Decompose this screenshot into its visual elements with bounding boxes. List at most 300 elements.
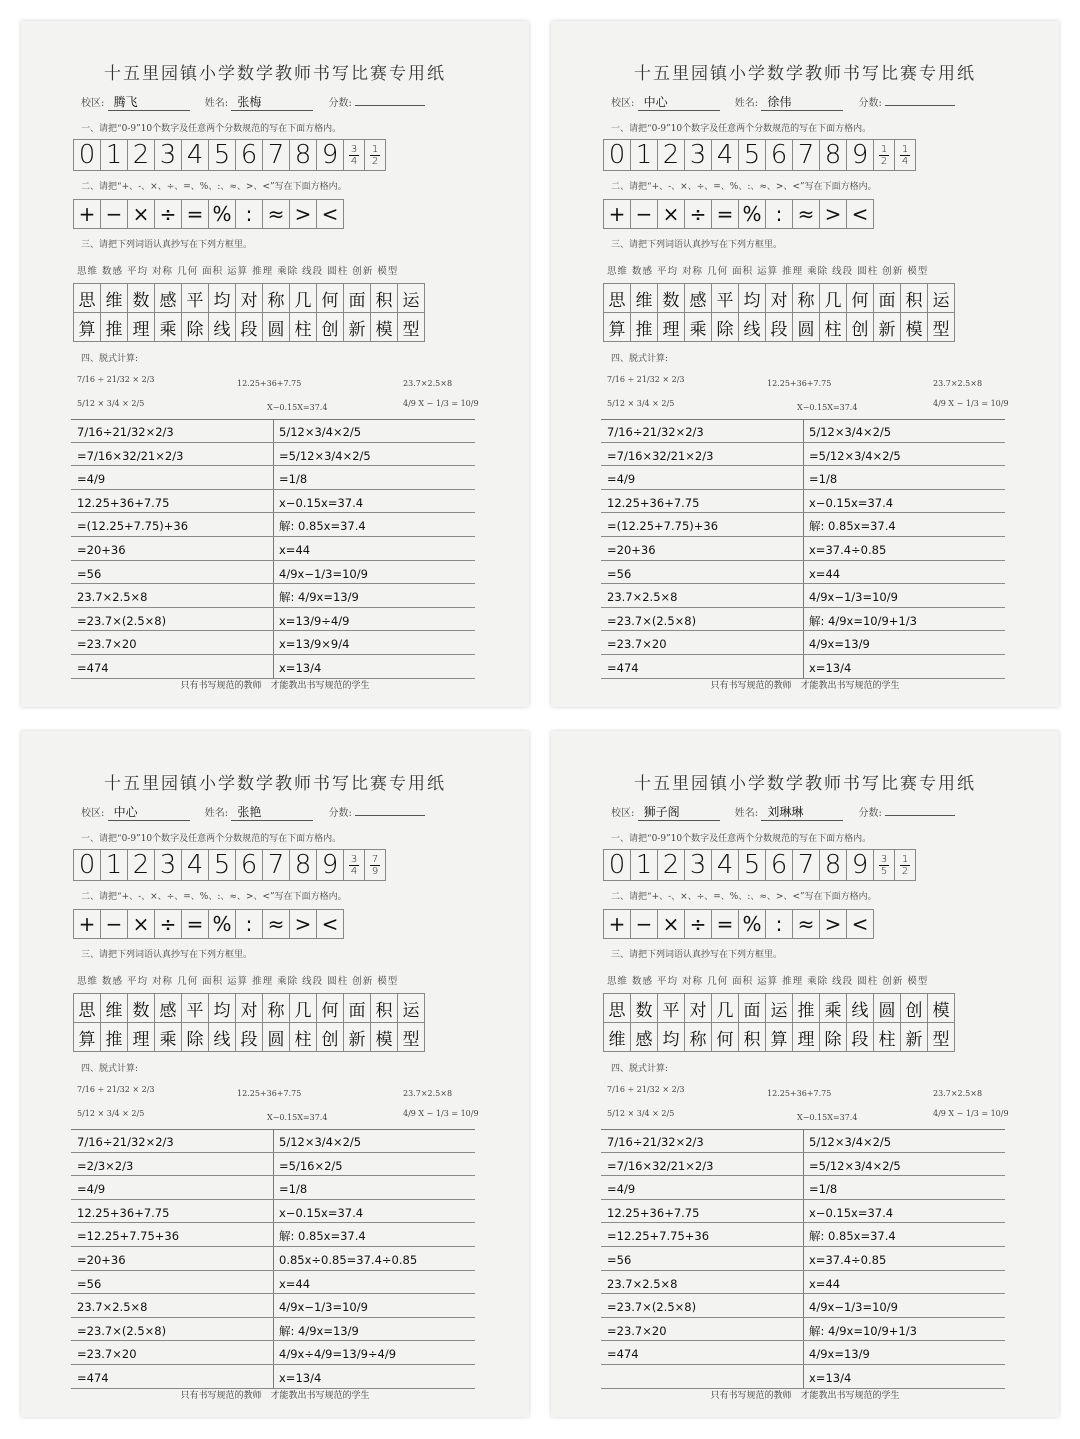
fraction-numerator: 1 bbox=[371, 143, 379, 155]
campus-value: 腾飞 bbox=[108, 93, 190, 111]
hanzi-cell: 称 bbox=[684, 1023, 711, 1052]
problem-3: 23.7×2.5×8 bbox=[933, 379, 983, 388]
work-line: =474 bbox=[71, 655, 273, 679]
work-column-left bbox=[601, 1129, 804, 1389]
problem-list bbox=[607, 1081, 1029, 1121]
hanzi-cell: 理 bbox=[127, 313, 154, 342]
symbol-cell: ÷ bbox=[154, 199, 181, 229]
work-line: 4/9x=13/9 bbox=[803, 1341, 1005, 1365]
work-line: 解: 0.85x=37.4 bbox=[273, 513, 475, 537]
digit-cell: 6 bbox=[235, 139, 262, 171]
work-line: =20+36 bbox=[71, 537, 273, 561]
hanzi-cell: 线 bbox=[846, 993, 873, 1023]
hanzi-cell: 面 bbox=[343, 993, 370, 1023]
work-line: 4/9x−1/3=10/9 bbox=[273, 1294, 475, 1318]
hanzi-cell: 积 bbox=[738, 1023, 765, 1052]
work-line: 23.7×2.5×8 bbox=[601, 584, 803, 608]
digit-cell: 4 bbox=[711, 139, 738, 171]
work-line: =23.7×20 bbox=[601, 631, 803, 655]
problem-6: 4/9 X − 1/3 = 10/9 bbox=[933, 399, 1009, 408]
sheet-footer: 只有书写规范的教师 才能教出书写规范的学生 bbox=[710, 681, 900, 691]
digit-cell: 5 bbox=[738, 849, 765, 881]
name-label: 姓名: bbox=[204, 98, 229, 109]
digit-grid bbox=[603, 849, 916, 881]
sheet-meta bbox=[611, 93, 1011, 111]
hanzi-cell: 型 bbox=[397, 313, 425, 342]
writing-sheet-2 bbox=[551, 21, 1059, 707]
campus-label: 校区: bbox=[611, 808, 635, 819]
work-area bbox=[71, 1129, 475, 1389]
digit-cell: 7 bbox=[792, 139, 819, 171]
work-line: =23.7×(2.5×8) bbox=[71, 1318, 273, 1342]
digit-cell: 0 bbox=[73, 139, 100, 171]
symbol-cell: = bbox=[181, 199, 208, 229]
question-1: 一、请把“0-9”10个数字及任意两个分数规范的写在下面方格内。 bbox=[81, 834, 342, 844]
symbol-cell: × bbox=[127, 909, 154, 939]
digit-cell: 8 bbox=[289, 849, 316, 881]
digit-cell: 1 bbox=[630, 849, 657, 881]
digit-cell: 6 bbox=[765, 139, 792, 171]
score-blank bbox=[355, 805, 425, 816]
digit-cell: 1 bbox=[100, 849, 127, 881]
digit-cell: 9 bbox=[316, 139, 343, 171]
symbol-cell: = bbox=[711, 199, 738, 229]
hanzi-cell: 平 bbox=[181, 283, 208, 313]
fraction-denominator: 2 bbox=[901, 865, 909, 877]
work-line: 12.25+36+7.75 bbox=[601, 490, 803, 514]
hanzi-cell: 称 bbox=[262, 993, 289, 1023]
hanzi-cell: 运 bbox=[765, 993, 792, 1023]
digit-cell: 4 bbox=[711, 849, 738, 881]
hanzi-cell: 模 bbox=[370, 313, 397, 342]
work-line: x=13/4 bbox=[273, 655, 475, 679]
hanzi-cell: 模 bbox=[927, 993, 955, 1023]
hanzi-cell: 段 bbox=[765, 313, 792, 342]
hanzi-cell: 平 bbox=[181, 993, 208, 1023]
digit-cell: 8 bbox=[819, 849, 846, 881]
hanzi-cell: 新 bbox=[873, 313, 900, 342]
problem-4: 5/12 × 3/4 × 2/5 bbox=[77, 1109, 145, 1118]
digit-cell: 5 bbox=[738, 139, 765, 171]
writing-sheet-1 bbox=[21, 21, 529, 707]
fraction-denominator: 2 bbox=[371, 155, 379, 167]
name-value: 张梅 bbox=[231, 93, 313, 111]
work-line: x−0.15x=37.4 bbox=[273, 490, 475, 514]
digit-cell: 6 bbox=[765, 849, 792, 881]
hanzi-cell: 创 bbox=[846, 313, 873, 342]
word-list: 思维 数感 平均 对称 几何 面积 运算 推理 乘除 线段 圆柱 创新 模型 bbox=[607, 976, 929, 987]
work-line: =23.7×20 bbox=[601, 1318, 803, 1342]
symbol-cell: − bbox=[100, 909, 127, 939]
hanzi-row-1 bbox=[73, 283, 425, 313]
fraction-denominator: 2 bbox=[880, 155, 888, 167]
hanzi-cell: 推 bbox=[100, 1023, 127, 1052]
work-line: x=13/4 bbox=[803, 655, 1005, 679]
work-line: x=44 bbox=[803, 1271, 1005, 1295]
work-column-left bbox=[71, 419, 274, 679]
work-line: 7/16÷21/32×2/3 bbox=[71, 419, 273, 443]
problem-6: 4/9 X − 1/3 = 10/9 bbox=[933, 1109, 1009, 1118]
work-area bbox=[71, 419, 475, 679]
hanzi-cell: 思 bbox=[73, 993, 100, 1023]
hanzi-cell: 感 bbox=[630, 1023, 657, 1052]
work-line: 5/12×3/4×2/5 bbox=[273, 1129, 475, 1153]
campus-value: 中心 bbox=[638, 93, 720, 111]
problem-4: 5/12 × 3/4 × 2/5 bbox=[607, 399, 675, 408]
hanzi-cell: 积 bbox=[900, 283, 927, 313]
hanzi-cell: 几 bbox=[289, 993, 316, 1023]
digit-cell: 1 bbox=[100, 139, 127, 171]
hanzi-cell: 称 bbox=[262, 283, 289, 313]
problem-list bbox=[77, 371, 499, 411]
work-line: x−0.15x=37.4 bbox=[803, 1200, 1005, 1224]
digit-cell: 2 bbox=[127, 139, 154, 171]
sheet-footer: 只有书写规范的教师 才能教出书写规范的学生 bbox=[180, 681, 370, 691]
digit-cell: 4 bbox=[181, 849, 208, 881]
digit-cell: 2 bbox=[127, 849, 154, 881]
hanzi-cell: 模 bbox=[900, 313, 927, 342]
work-line: 23.7×2.5×8 bbox=[601, 1271, 803, 1295]
score-blank bbox=[355, 95, 425, 106]
symbol-cell: < bbox=[316, 199, 344, 229]
sheet-meta bbox=[611, 803, 1011, 821]
name-value: 刘琳琳 bbox=[761, 803, 843, 821]
hanzi-cell: 思 bbox=[73, 283, 100, 313]
score-label: 分数: bbox=[328, 98, 352, 109]
fraction-numerator: 1 bbox=[880, 143, 888, 155]
digit-cell: 8 bbox=[289, 139, 316, 171]
hanzi-cell: 除 bbox=[819, 1023, 846, 1052]
problem-5: X−0.15X=37.4 bbox=[797, 1113, 858, 1122]
fraction-cell bbox=[343, 849, 364, 881]
work-line: x=37.4÷0.85 bbox=[803, 537, 1005, 561]
fraction-numerator: 3 bbox=[350, 853, 358, 865]
sheet-footer: 只有书写规范的教师 才能教出书写规范的学生 bbox=[710, 1391, 900, 1401]
digit-grid bbox=[73, 849, 386, 881]
hanzi-cell: 除 bbox=[181, 1023, 208, 1052]
digit-cell: 7 bbox=[792, 849, 819, 881]
question-1: 一、请把“0-9”10个数字及任意两个分数规范的写在下面方格内。 bbox=[611, 834, 872, 844]
symbol-cell: × bbox=[657, 199, 684, 229]
work-line: x−0.15x=37.4 bbox=[273, 1200, 475, 1224]
hanzi-cell: 算 bbox=[603, 313, 630, 342]
work-line: =7/16×32/21×2/3 bbox=[601, 1153, 803, 1177]
hanzi-cell: 面 bbox=[343, 283, 370, 313]
hanzi-cell: 维 bbox=[603, 1023, 630, 1052]
hanzi-cell: 何 bbox=[316, 993, 343, 1023]
hanzi-cell: 数 bbox=[127, 993, 154, 1023]
hanzi-row-1 bbox=[73, 993, 425, 1023]
hanzi-grid bbox=[603, 283, 955, 342]
digit-cell: 3 bbox=[684, 139, 711, 171]
question-4: 四、脱式计算: bbox=[611, 1064, 669, 1074]
digit-cell: 7 bbox=[262, 849, 289, 881]
question-4: 四、脱式计算: bbox=[81, 1064, 139, 1074]
work-line: 解: 0.85x=37.4 bbox=[803, 513, 1005, 537]
hanzi-cell: 均 bbox=[208, 283, 235, 313]
sheet-title: 十五里园镇小学数学教师书写比赛专用纸 bbox=[104, 64, 446, 84]
problem-2: 12.25+36+7.75 bbox=[237, 1089, 302, 1098]
question-2: 二、请把“+、-、×、÷、=、%、:、≈、>、<”写在下面方格内。 bbox=[81, 182, 347, 192]
hanzi-cell: 除 bbox=[181, 313, 208, 342]
hanzi-cell: 段 bbox=[235, 1023, 262, 1052]
hanzi-row-2 bbox=[73, 1023, 425, 1052]
work-line: 12.25+36+7.75 bbox=[71, 490, 273, 514]
work-line: x−0.15x=37.4 bbox=[803, 490, 1005, 514]
problem-5: X−0.15X=37.4 bbox=[797, 403, 858, 412]
work-line: =474 bbox=[601, 1341, 803, 1365]
hanzi-cell: 几 bbox=[711, 993, 738, 1023]
digit-grid bbox=[73, 139, 386, 171]
work-line: 12.25+36+7.75 bbox=[601, 1200, 803, 1224]
hanzi-grid bbox=[603, 993, 955, 1052]
hanzi-cell: 创 bbox=[900, 993, 927, 1023]
symbol-cell: ≈ bbox=[792, 909, 819, 939]
hanzi-cell: 推 bbox=[792, 993, 819, 1023]
fraction-numerator: 7 bbox=[371, 853, 379, 865]
hanzi-cell: 均 bbox=[738, 283, 765, 313]
symbol-cell: ≈ bbox=[262, 199, 289, 229]
hanzi-cell: 数 bbox=[657, 283, 684, 313]
work-line: x=13/9×9/4 bbox=[273, 631, 475, 655]
sheet-footer: 只有书写规范的教师 才能教出书写规范的学生 bbox=[180, 1391, 370, 1401]
sheet-title: 十五里园镇小学数学教师书写比赛专用纸 bbox=[104, 774, 446, 794]
symbol-cell: ÷ bbox=[154, 909, 181, 939]
problem-list bbox=[77, 1081, 499, 1121]
question-3: 三、请把下列词语认真抄写在下列方框里。 bbox=[81, 950, 253, 960]
work-line: x=13/9÷4/9 bbox=[273, 608, 475, 632]
campus-label: 校区: bbox=[611, 98, 635, 109]
question-2: 二、请把“+、-、×、÷、=、%、:、≈、>、<”写在下面方格内。 bbox=[611, 892, 877, 902]
question-1: 一、请把“0-9”10个数字及任意两个分数规范的写在下面方格内。 bbox=[81, 124, 342, 134]
hanzi-row-1 bbox=[603, 283, 955, 313]
writing-sheet-3 bbox=[21, 731, 529, 1417]
digit-cell: 0 bbox=[73, 849, 100, 881]
fraction-cell bbox=[873, 849, 894, 881]
name-value: 张艳 bbox=[231, 803, 313, 821]
fraction-denominator: 4 bbox=[901, 155, 909, 167]
work-line: =2/3×2/3 bbox=[71, 1153, 273, 1177]
hanzi-cell: 圆 bbox=[262, 1023, 289, 1052]
work-line: =4/9 bbox=[71, 466, 273, 490]
symbol-cell: > bbox=[819, 199, 846, 229]
problem-3: 23.7×2.5×8 bbox=[403, 1089, 453, 1098]
work-line: =5/12×3/4×2/5 bbox=[803, 1153, 1005, 1177]
score-label: 分数: bbox=[858, 98, 882, 109]
hanzi-cell: 维 bbox=[100, 283, 127, 313]
work-line: =23.7×(2.5×8) bbox=[601, 608, 803, 632]
name-label: 姓名: bbox=[204, 808, 229, 819]
symbol-cell: − bbox=[630, 199, 657, 229]
sheet-title: 十五里园镇小学数学教师书写比赛专用纸 bbox=[634, 774, 976, 794]
work-area bbox=[601, 419, 1005, 679]
symbol-grid bbox=[603, 909, 874, 939]
word-list: 思维 数感 平均 对称 几何 面积 运算 推理 乘除 线段 圆柱 创新 模型 bbox=[607, 266, 929, 277]
problem-3: 23.7×2.5×8 bbox=[933, 1089, 983, 1098]
hanzi-cell: 段 bbox=[235, 313, 262, 342]
fraction-cell bbox=[343, 139, 364, 171]
question-2: 二、请把“+、-、×、÷、=、%、:、≈、>、<”写在下面方格内。 bbox=[611, 182, 877, 192]
sheet-meta bbox=[81, 803, 481, 821]
hanzi-cell: 思 bbox=[603, 993, 630, 1023]
symbol-cell: < bbox=[846, 909, 874, 939]
word-list: 思维 数感 平均 对称 几何 面积 运算 推理 乘除 线段 圆柱 创新 模型 bbox=[77, 266, 399, 277]
hanzi-cell: 乘 bbox=[819, 993, 846, 1023]
work-line: x=13/4 bbox=[273, 1365, 475, 1389]
digit-cell: 1 bbox=[630, 139, 657, 171]
symbol-grid bbox=[603, 199, 874, 229]
problem-2: 12.25+36+7.75 bbox=[767, 1089, 832, 1098]
work-line: 23.7×2.5×8 bbox=[71, 584, 273, 608]
hanzi-cell: 推 bbox=[100, 313, 127, 342]
symbol-cell: + bbox=[603, 199, 630, 229]
work-line: 4/9x−1/3=10/9 bbox=[803, 1294, 1005, 1318]
name-label: 姓名: bbox=[734, 808, 759, 819]
hanzi-cell: 新 bbox=[343, 1023, 370, 1052]
campus-label: 校区: bbox=[81, 98, 105, 109]
digit-cell: 9 bbox=[316, 849, 343, 881]
score-label: 分数: bbox=[328, 808, 352, 819]
hanzi-row-2 bbox=[73, 313, 425, 342]
work-line: =23.7×(2.5×8) bbox=[601, 1294, 803, 1318]
problem-1: 7/16 ÷ 21/32 × 2/3 bbox=[77, 375, 155, 384]
symbol-cell: = bbox=[181, 909, 208, 939]
hanzi-cell: 感 bbox=[154, 283, 181, 313]
work-line: =(12.25+7.75)+36 bbox=[71, 513, 273, 537]
work-line: 4/9x−1/3=10/9 bbox=[803, 584, 1005, 608]
hanzi-cell: 感 bbox=[684, 283, 711, 313]
hanzi-cell: 运 bbox=[397, 993, 425, 1023]
work-line: =474 bbox=[71, 1365, 273, 1389]
hanzi-cell: 运 bbox=[397, 283, 425, 313]
hanzi-cell: 柱 bbox=[873, 1023, 900, 1052]
hanzi-cell: 推 bbox=[630, 313, 657, 342]
symbol-cell: : bbox=[765, 199, 792, 229]
fraction-numerator: 3 bbox=[350, 143, 358, 155]
digit-cell: 3 bbox=[154, 849, 181, 881]
problem-1: 7/16 ÷ 21/32 × 2/3 bbox=[607, 1085, 685, 1094]
campus-value: 狮子阁 bbox=[638, 803, 720, 821]
work-line: 5/12×3/4×2/5 bbox=[803, 419, 1005, 443]
hanzi-cell: 几 bbox=[819, 283, 846, 313]
problem-5: X−0.15X=37.4 bbox=[267, 403, 328, 412]
digit-cell: 9 bbox=[846, 139, 873, 171]
digit-cell: 2 bbox=[657, 849, 684, 881]
hanzi-cell: 何 bbox=[711, 1023, 738, 1052]
work-line bbox=[601, 1365, 803, 1389]
score-blank bbox=[885, 805, 955, 816]
hanzi-cell: 理 bbox=[657, 313, 684, 342]
hanzi-cell: 积 bbox=[370, 993, 397, 1023]
work-line: =1/8 bbox=[273, 466, 475, 490]
problem-4: 5/12 × 3/4 × 2/5 bbox=[607, 1109, 675, 1118]
symbol-cell: % bbox=[738, 909, 765, 939]
hanzi-cell: 思 bbox=[603, 283, 630, 313]
work-line: =4/9 bbox=[601, 1176, 803, 1200]
work-column-right bbox=[273, 1129, 475, 1389]
hanzi-cell: 理 bbox=[792, 1023, 819, 1052]
work-line: =7/16×32/21×2/3 bbox=[601, 443, 803, 467]
digit-cell: 4 bbox=[181, 139, 208, 171]
problem-1: 7/16 ÷ 21/32 × 2/3 bbox=[77, 1085, 155, 1094]
problem-6: 4/9 X − 1/3 = 10/9 bbox=[403, 1109, 479, 1118]
hanzi-cell: 新 bbox=[900, 1023, 927, 1052]
campus-label: 校区: bbox=[81, 808, 105, 819]
fraction-denominator: 5 bbox=[880, 865, 888, 877]
work-line: 解: 0.85x=37.4 bbox=[803, 1223, 1005, 1247]
hanzi-cell: 型 bbox=[927, 313, 955, 342]
symbol-cell: + bbox=[603, 909, 630, 939]
hanzi-cell: 新 bbox=[343, 313, 370, 342]
symbol-grid bbox=[73, 199, 344, 229]
hanzi-cell: 柱 bbox=[289, 313, 316, 342]
hanzi-row-2 bbox=[603, 1023, 955, 1052]
question-1: 一、请把“0-9”10个数字及任意两个分数规范的写在下面方格内。 bbox=[611, 124, 872, 134]
symbol-cell: ≈ bbox=[792, 199, 819, 229]
fraction-cell bbox=[364, 139, 386, 171]
symbol-cell: − bbox=[630, 909, 657, 939]
sheet-meta bbox=[81, 93, 481, 111]
sheet-title: 十五里园镇小学数学教师书写比赛专用纸 bbox=[634, 64, 976, 84]
hanzi-cell: 柱 bbox=[819, 313, 846, 342]
hanzi-cell: 数 bbox=[127, 283, 154, 313]
work-line: x=44 bbox=[273, 1271, 475, 1295]
work-line: =20+36 bbox=[601, 537, 803, 561]
hanzi-cell: 对 bbox=[684, 993, 711, 1023]
problem-3: 23.7×2.5×8 bbox=[403, 379, 453, 388]
campus-value: 中心 bbox=[108, 803, 190, 821]
problem-list bbox=[607, 371, 1029, 411]
symbol-cell: % bbox=[208, 199, 235, 229]
work-line: =7/16×32/21×2/3 bbox=[71, 443, 273, 467]
work-line: =1/8 bbox=[273, 1176, 475, 1200]
work-line: 4/9x=13/9 bbox=[803, 631, 1005, 655]
hanzi-cell: 何 bbox=[846, 283, 873, 313]
fraction-numerator: 1 bbox=[901, 143, 909, 155]
symbol-grid bbox=[73, 909, 344, 939]
symbol-cell: > bbox=[289, 199, 316, 229]
work-line: x=44 bbox=[273, 537, 475, 561]
hanzi-cell: 型 bbox=[397, 1023, 425, 1052]
fraction-cell bbox=[873, 139, 894, 171]
hanzi-cell: 算 bbox=[73, 313, 100, 342]
digit-cell: 3 bbox=[684, 849, 711, 881]
work-line: 解: 4/9x=13/9 bbox=[273, 584, 475, 608]
question-4: 四、脱式计算: bbox=[81, 354, 139, 364]
work-line: =56 bbox=[71, 1271, 273, 1295]
work-line: 解: 4/9x=13/9 bbox=[273, 1318, 475, 1342]
hanzi-cell: 几 bbox=[289, 283, 316, 313]
hanzi-cell: 维 bbox=[100, 993, 127, 1023]
problem-1: 7/16 ÷ 21/32 × 2/3 bbox=[607, 375, 685, 384]
hanzi-cell: 乘 bbox=[154, 1023, 181, 1052]
work-line: 5/12×3/4×2/5 bbox=[273, 419, 475, 443]
work-line: =5/16×2/5 bbox=[273, 1153, 475, 1177]
name-value: 徐伟 bbox=[761, 93, 843, 111]
hanzi-cell: 线 bbox=[738, 313, 765, 342]
work-column-right bbox=[803, 1129, 1005, 1389]
symbol-cell: = bbox=[711, 909, 738, 939]
question-2: 二、请把“+、-、×、÷、=、%、:、≈、>、<”写在下面方格内。 bbox=[81, 892, 347, 902]
fraction-denominator: 9 bbox=[371, 865, 379, 877]
digit-cell: 2 bbox=[657, 139, 684, 171]
work-area bbox=[601, 1129, 1005, 1389]
score-blank bbox=[885, 95, 955, 106]
symbol-cell: % bbox=[738, 199, 765, 229]
hanzi-grid bbox=[73, 993, 425, 1052]
score-label: 分数: bbox=[858, 808, 882, 819]
hanzi-cell: 运 bbox=[927, 283, 955, 313]
